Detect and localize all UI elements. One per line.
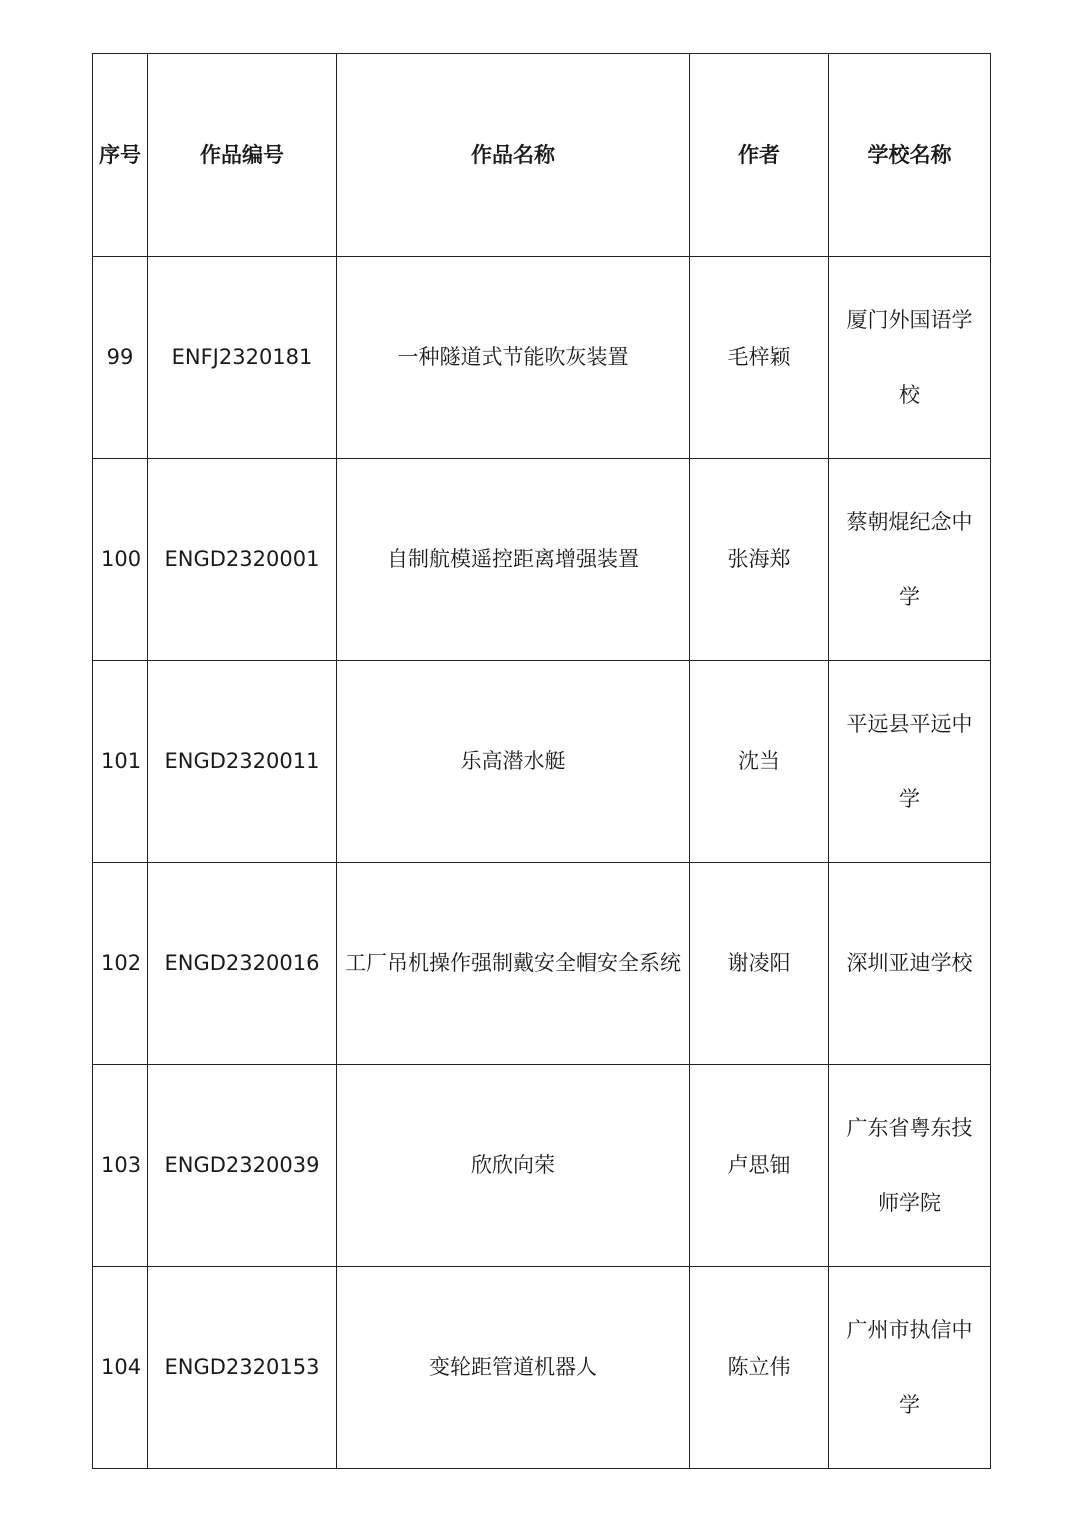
cell-name: 乐高潜水艇 <box>337 661 690 863</box>
cell-author: 张海郑 <box>690 459 829 661</box>
cell-school: 平远县平远中学 <box>829 661 991 863</box>
cell-index: 100 <box>93 459 148 661</box>
cell-author: 卢思钿 <box>690 1065 829 1267</box>
header-author: 作者 <box>690 54 829 257</box>
table-row <box>93 1065 991 1267</box>
table-row <box>93 1267 991 1469</box>
cell-school: 广州市执信中学 <box>829 1267 991 1469</box>
cell-code: ENFJ2320181 <box>148 257 337 459</box>
cell-school: 深圳亚迪学校 <box>829 863 991 1065</box>
cell-author: 陈立伟 <box>690 1267 829 1469</box>
cell-school: 广东省粤东技师学院 <box>829 1065 991 1267</box>
cell-school: 厦门外国语学校 <box>829 257 991 459</box>
cell-name: 工厂吊机操作强制戴安全帽安全系统 <box>337 863 690 1065</box>
cell-author: 毛梓颖 <box>690 257 829 459</box>
table-row <box>93 459 991 661</box>
cell-author: 沈当 <box>690 661 829 863</box>
cell-name: 自制航模遥控距离增强装置 <box>337 459 690 661</box>
cell-index: 102 <box>93 863 148 1065</box>
header-index: 序号 <box>93 54 148 257</box>
cell-index: 99 <box>93 257 148 459</box>
cell-author: 谢凌阳 <box>690 863 829 1065</box>
header-name: 作品名称 <box>337 54 690 257</box>
cell-index: 101 <box>93 661 148 863</box>
cell-code: ENGD2320153 <box>148 1267 337 1469</box>
cell-name: 欣欣向荣 <box>337 1065 690 1267</box>
cell-code: ENGD2320016 <box>148 863 337 1065</box>
cell-index: 104 <box>93 1267 148 1469</box>
table-header-row <box>93 54 991 257</box>
cell-name: 变轮距管道机器人 <box>337 1267 690 1469</box>
cell-name: 一种隧道式节能吹灰装置 <box>337 257 690 459</box>
cell-index: 103 <box>93 1065 148 1267</box>
table-row <box>93 863 991 1065</box>
header-school: 学校名称 <box>829 54 991 257</box>
cell-code: ENGD2320001 <box>148 459 337 661</box>
table-row <box>93 661 991 863</box>
header-code: 作品编号 <box>148 54 337 257</box>
awards-table <box>92 53 991 1469</box>
cell-school: 蔡朝焜纪念中学 <box>829 459 991 661</box>
cell-code: ENGD2320011 <box>148 661 337 863</box>
table-row <box>93 257 991 459</box>
cell-code: ENGD2320039 <box>148 1065 337 1267</box>
